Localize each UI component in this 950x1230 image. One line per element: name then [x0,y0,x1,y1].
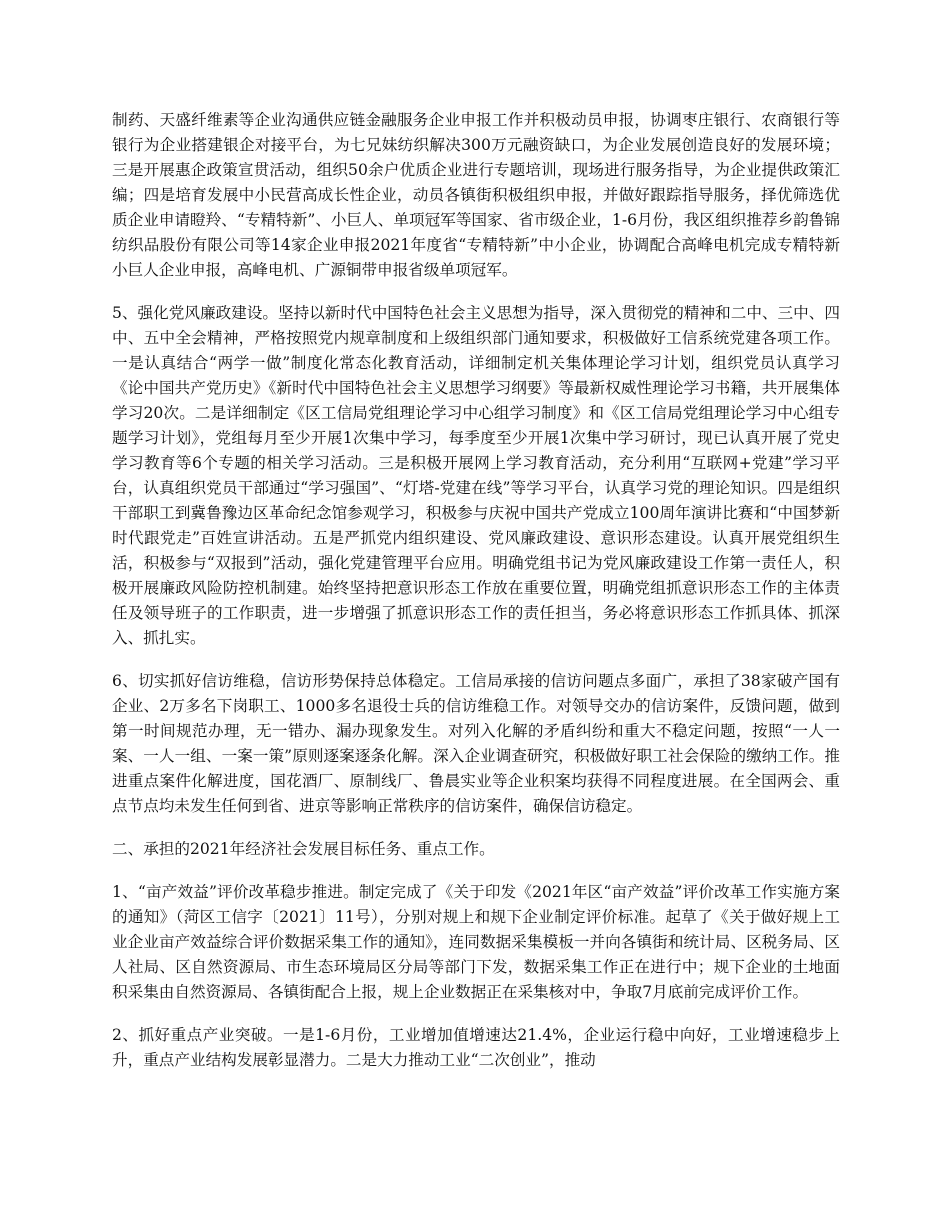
paragraph-mu-yield-evaluation: 1、“亩产效益”评价改革稳步推进。制定完成了《关于印发《2021年区“亩产效益”评价改革工作实施方案的通知》（菏区工信字〔2021〕11号），分别对规上和规下企业制定评价标准。起草了《关于做好规上工业企业亩产效益综合评价数据采集工作的通知》，连同数据采集模板一并向各镇街和统计局、区税务局、区人社局、区自然资源局、市生态环境局区分局等部门下发，数据采集工作正在进行中；规下企业的土地面积采集由自然资源局、各镇街配合上报，规上企业数据正在采集核对中，争取7月底前完成评价工作。 [112,883,840,1001]
paragraph-key-industry: 2、抓好重点产业突破。一是1-6月份，工业增加值增速达21.4%，企业运行稳中向好，工业增速稳步上升，重点产业结构发展彰显潜力。二是大力推动工业“二次创业”，推动 [112,1026,840,1069]
paragraph-finance-services: 制药、天盛纤维素等企业沟通供应链金融服务企业申报工作并积极动员申报，协调枣庄银行、农商银行等银行为企业搭建银企对接平台，为七兄妹纺织解决300万元融资缺口，为企业发展创造良好的发展环境；三是开展惠企政策宣贯活动，组织50余户优质企业进行专题培训，现场进行服务指导，为企业提供政策汇编；四是培育发展中小民营高成长性企业，动员各镇街积极组织申报，并做好跟踪指导服务，择优筛选优质企业申请瞪羚、“专精特新”、小巨人、单项冠军等国家、省市级企业，1-6月份，我区组织推荐乡韵鲁锦纺织品股份有限公司等14家企业申报2021年度省“专精特新”中小企业，协调配合高峰电机完成专精特新小巨人企业申报，高峰电机、广源铜带申报省级单项冠军。 [112,111,840,279]
paragraph-petition-stability: 6、切实抓好信访维稳，信访形势保持总体稳定。工信局承接的信访问题点多面广，承担了38家破产国有企业、2万多名下岗职工、1000多名退役士兵的信访维稳工作。对领导交办的信访案件，反馈问题，做到第一时间规范办理，无一错办、漏办现象发生。对列入化解的矛盾纠纷和重大不稳定问题，按照“一人一案、一人一组、一案一策”原则逐案逐条化解。深入企业调查研究，积极做好职工社会保险的缴纳工作。推进重点案件化解进度，国花酒厂、原制线厂、鲁晨实业等企业积案均获得不同程度进展。在全国两会、重点节点均未发生任何到省、进京等影响正常秩序的信访案件，确保信访稳定。 [112,672,840,815]
section-heading-2021-tasks: 二、承担的2021年经济社会发展目标任务、重点工作。 [112,840,495,858]
document-page [112,108,840,1091]
paragraph-party-building: 5、强化党风廉政建设。坚持以新时代中国特色社会主义思想为指导，深入贯彻党的精神和二中、三中、四中、五中全会精神，严格按照党内规章制度和上级组织部门通知要求，积极做好工信系统党建各项工作。一是认真结合“两学一做”制度化常态化教育活动，详细制定机关集体理论学习计划，组织党员认真学习《论中国共产党历史》《新时代中国特色社会主义思想学习纲要》等最新权威性理论学习书籍，共开展集体学习20次。二是详细制定《区工信局党组理论学习中心组学习制度》和《区工信局党组理论学习中心组专题学习计划》，党组每月至少开展1次集中学习，每季度至少开展1次集中学习研讨，现已认真开展了党史学习教育等6个专题的相关学习活动。三是积极开展网上学习教育活动，充分利用“互联网+党建”学习平台，认真组织党员干部通过“学习强国”、“灯塔-党建在线”等学习平台，认真学习党的理论知识。四是组织干部职工到冀鲁豫边区革命纪念馆参观学习，积极参与庆祝中国共产党成立100周年演讲比赛和“中国梦新时代跟党走”百姓宣讲活动。五是严抓党内组织建设、党风廉政建设、意识形态建设。认真开展党组织生活，积极参与“双报到”活动，强化党建管理平台应用。明确党组书记为党风廉政建设工作第一责任人，积极开展廉政风险防控机制建。始终坚持把意识形态工作放在重要位置，明确党组抓意识形态工作的主体责任及领导班子的工作职责，进一步增强了抓意识形态工作的责任担当，务必将意识形态工作抓具体、抓深入、抓扎实。 [112,304,840,647]
